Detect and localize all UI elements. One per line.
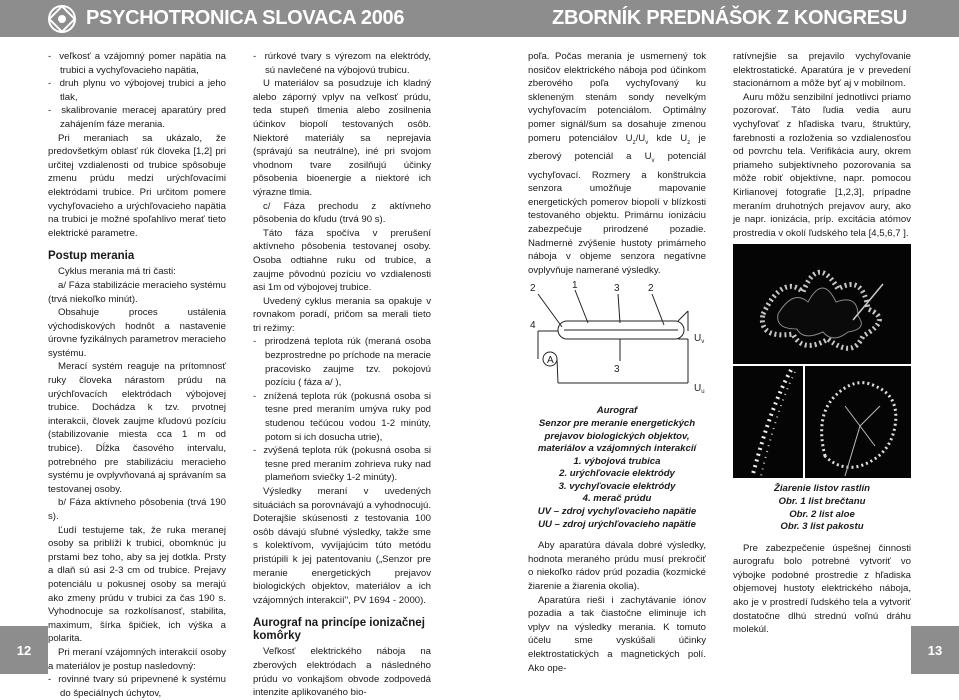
paragraph: Pri meraní vzájomných interakcií osoby a materiálov je postup nasledovný: [48,646,226,672]
paragraph: b/ Fáza aktívneho pôsobenia (trvá 190 s). [48,497,226,522]
page-number-right: 13 [911,626,959,674]
list-item: - zvýšená teplota rúk (pokusná osoba si tesne pred meraním zohrieva ruky nad plameňom sviečky 1-2 minúty). [253,445,432,484]
paragraph: ratívnejšie sa prejavilo vychyľovanie elektrostatické. Aparatúra je v prevedení stacionárnom a môže byť aj v mobilnom. [733,51,911,90]
column-2 [253,50,431,700]
label-uu: $U_u$ [694,383,705,396]
list-item: - prirodzená teplota rúk (meraná osoba bezprostredne po príchode na meracie pracovisko zaujme tzv. pokojovú pozíciu ( fáza a/ ), [253,336,431,389]
paragraph: a/ Fáza stabilizácie meracieho systému (trvá niekoľko minút). [48,279,226,305]
page-header [0,0,959,37]
geranium-leaf-photo [805,366,911,478]
aurograf-caption: Aurograf Senzor pre meranie energetických prejavov biologických objektov, materiálov a vzájomných interakcií 1. výbojová trubica 2. urýchľovacie elektródy 3. vychyľovacie elektródy 4. merač prúdu UV – zdroj vychyľovacieho napätie UU – zdroj urýchľovacieho napätie [537,405,697,530]
paragraph: Veľkosť elektrického náboja na zberových elektródach a následného prúdu vo vonkajšom obvode zodpovedá intenzite aplikovaného bio- [253,646,431,699]
label-2a: 2 [530,283,536,295]
paragraph: Obsahuje proces ustálenia východiskových hodnôt a nastavenie úrovne fyzikálnych parametrov meracieho systému. [48,307,226,359]
ivy-leaf-photo [733,244,911,364]
label-4: 4 [530,320,536,332]
page-number-left: 12 [0,626,48,674]
label-2b: 2 [648,283,654,295]
paragraph: c/ Fáza prechodu z aktívneho pôsobenia do kľudu (trvá 90 s). [253,200,431,226]
label-3b: 3 [614,364,620,376]
paragraph: Auru môžu senzibilní jednotlivci priamo pozorovať. Táto ľudia vedia auru vychyľovať z hľadiska tvaru, štruktúry, farebnosti a rozloženia so vzdialenosťou od povrchu tela. Verifikácia aury, okrem priameho subjektívneho pozorovania sa môže robiť objektívne, napr. pomocou Kirlianovej fotografie [1,2,3], prípadne meraním druhotných prejavov aury, ako je napr. ionizácia, príp. excitácia atómov prostredia v okolí ľudského tela [4,5,6,7 ]. [733,91,911,239]
header-left-title: PSYCHOTRONICA SLOVACA 2006 [86,7,405,29]
column-4 [733,50,911,637]
psychotronica-logo-icon [46,3,78,35]
aurograf-schematic [528,281,706,403]
list-item: - znížená teplota rúk (pokusná osoba si tesne pred meraním umýva ruky pod studenou tečúcou vodou 1-2 minúty, potom si ich dosucha utrie), [253,390,431,443]
paragraph: Táto fáza spočíva v prerušení aktívneho pôsobenia testovanej osoby. Osoba odtiahne ruku od trubice, a zaujme pôvodnú pozíciu vo vzdialenosti asi 1m od výbojovej trubice. [253,227,431,294]
header-right-title: ZBORNÍK PREDNÁŠOK Z KONGRESU [552,7,907,29]
label-uv: $U_v$ [694,333,705,346]
paragraph: poľa. Počas merania je usmernený tok nosičov elektrického náboja pod účinkom zberového poľa vychyľovaný ku skleneným stenám sondy nevelkým vychyľovacím potenciálom. Optimálny pomer signál/šum sa dosahuje zmenou pomeru potenciálov $U_z/U_v$ kde $U_z$ je zberový potenciál a $U_v$ potenciál vychyľovací. Rozmery a konštrukcia senzora umožňuje mapovanie energetických pomerov biopolí v blízkosti testovaného objektu. Primárnu ionizáciu zabezpečuje prirodzené pozadie. Nadmerné zvýšenie hustoty primárneho náboja v objeme senzora negatívne ovplyvňuje namerané výsledky. [528,51,706,276]
paragraph: Pre zabezpečenie úspešnej činnosti aurografu bolo potrebné vytvoriť vo výbojke podobné prostredie z hľadiska objemovej hustoty elektrického náboja, ako je v prostredí ľudského tela a vytvoriť dostatočne dlhú strednú voľnú dráhu molekúl. [733,542,911,636]
section-heading: Aurograf na princípe ionizačnej komôrky [253,617,425,643]
leaf-photos [733,244,911,479]
aloe-leaf-photo [733,366,803,478]
section-heading: Postup merania [48,250,135,263]
paragraph: Uvedený cyklus merania sa opakuje v rovnakom poradí, pričom sa merali tieto tri režimy: [253,295,431,334]
column-3 [528,50,706,675]
paragraph: Ľudí testujeme tak, že ruka meranej osoby sa priblíži k trubici, obomknúc ju prstami bez toho, aby sa jej dotkla. Prsty a dlaň sú asi 2-3 cm od trubice. Prejavy potenciálu u pokusnej osoby sa merajú ako zmeny prúdu v trubici za čas 190 s. Vyhodnocuje sa rozkolísanosť, stabilita, maximum, šírka špičiek, ich výška a polarita. [48,524,226,645]
list-item: - skalibrovanie meracej aparatúry pred zahájením fáze merania. [48,105,227,130]
paragraph: U materiálov sa posudzuje ich kladný alebo záporný vplyv na veľkosť prúdu, teda stupeň tlmenia alebo zosilnenia účinkov biopolí testovaných osôb. Niektoré materiály sa neprejavia (správajú sa neutrálne), iné pri svojom vhodnom tvare zosilňujú účinky pôsobenia bioenergie a niektoré ich výrazne tlmia. [253,78,431,198]
paragraph: Aby aparatúra dávala dobré výsledky, hodnota meraného prúdu musí prekročiť o niekoľko rádov prúd pozadia (kozmické žiarenie a žiarenia okolia). [528,540,706,593]
paragraph: Výsledky meraní v uvedených situáciách sa porovnávajú a vyhodnocujú. Doterajšie skúsenosti z testovania 100 osôb dávajú sľubné výsledky, takže sme s kolektívom, vyvíjajúcim túto metódu pristúpili k jej patentovaniu („Senzor pre meranie energetických prejavov biologických objektov, materiálov a ich vzájomných interakcií", PV 1694 - 2000). [253,486,431,606]
leaves-caption: Žiarenie listov rastlín Obr. 1 list brečtanu Obr. 2 list aloe Obr. 3 list pakostu [774,483,870,533]
label-3a: 3 [614,283,620,295]
paragraph: Aparatúra rieši i zachytávanie iónov pozadia a tak čiastočne eliminuje ich vplyv na výsledky merania. K tomuto účelu sme vyskúšali účinky elektrostatických a magnetických polí. Ako ope- [528,594,706,674]
list-item: - druh plynu vo výbojovej trubici a jeho tlak, [48,78,226,103]
paragraph: Merací systém reaguje na prítomnosť ruky človeka nárastom prúdu na urýchľovacích elektródach výbojovej trubice. Dochádza k tzv. prvotnej interakcii, človek zaujme kľudovú pozíciu (stabilizovanie miesta cca 1 m od trubice). Dĺžka časového intervalu, potrebného pre stabilizáciu meracieho systému je ovplyvňovaná aj správaním sa testovanej osoby. [48,361,226,495]
aurograf-diagram [528,281,706,403]
paragraph: Cyklus merania má tri časti: [58,266,176,278]
list-item: - rúrkové tvary s výrezom na elektródy, sú navlečené na výbojovú trubicu. [253,51,431,76]
list-item: - rovinné tvary sú pripevnené k systému do špeciálnych úchytov, [48,674,227,699]
label-1: 1 [572,280,578,292]
label-A: A [547,355,554,367]
paragraph: Pri meraniach sa ukázalo, že predovšetkým oblasť rúk človeka [1,2] pri určitej vzdialenosti od trubice spôsobuje zmenu prúdu medzi urýchľovacími elektródami trubice. Pri určitom pomere vychyľovacieho a urýchľovacieho napätia na trubici je možné spoľahlivo merať tieto elektrické parametre. [48,132,226,239]
list-item: - veľkosť a vzájomný pomer napätia na trubici a vychyľovacieho napätia, [48,51,227,76]
column-1 [48,50,226,700]
